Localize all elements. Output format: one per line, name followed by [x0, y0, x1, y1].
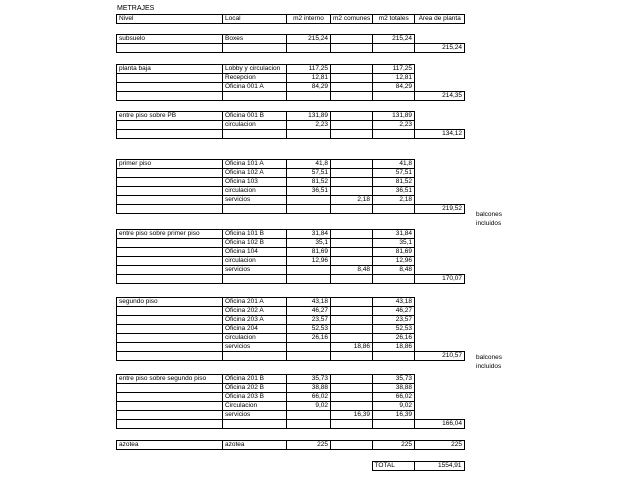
- area-row: [117, 420, 465, 429]
- totales-cell: 2,18: [373, 196, 415, 205]
- comunes-cell: [331, 420, 373, 429]
- section-table-1: [116, 64, 465, 101]
- nivel-cell: [117, 411, 223, 420]
- interno-cell: 131,89: [287, 112, 331, 121]
- interno-cell: [287, 266, 331, 275]
- totales-cell: 131,89: [373, 112, 415, 121]
- table-row: [117, 343, 465, 352]
- nivel-cell: entre piso sobre primer piso: [117, 230, 223, 239]
- empty-cell: [415, 316, 465, 325]
- area-cell: 210,57: [415, 352, 465, 361]
- interno-cell: 36,51: [287, 187, 331, 196]
- interno-cell: 12,81: [287, 74, 331, 83]
- area-cell: 166,04: [415, 420, 465, 429]
- empty-cell: [415, 384, 465, 393]
- empty-cell: [415, 187, 465, 196]
- totales-cell: 18,86: [373, 343, 415, 352]
- interno-cell: [287, 275, 331, 284]
- table-row: [117, 257, 465, 266]
- comunes-cell: [331, 74, 373, 83]
- comunes-cell: [331, 393, 373, 402]
- totales-cell: [373, 420, 415, 429]
- comunes-cell: [331, 307, 373, 316]
- empty-cell: [415, 343, 465, 352]
- interno-cell: 12,96: [287, 257, 331, 266]
- interno-cell: 41,8: [287, 160, 331, 169]
- local-cell: Oficina 104: [223, 248, 287, 257]
- empty-cell: [415, 121, 465, 130]
- nivel-cell: [117, 334, 223, 343]
- empty-cell: [415, 83, 465, 92]
- comunes-cell: [331, 205, 373, 214]
- table-row: [117, 65, 465, 74]
- totales-cell: [373, 130, 415, 139]
- interno-cell: 35,1: [287, 239, 331, 248]
- table-row: [117, 325, 465, 334]
- totales-cell: [373, 44, 415, 53]
- comunes-cell: [331, 230, 373, 239]
- totales-cell: 26,16: [373, 334, 415, 343]
- note-text: balcones incluidos: [476, 354, 503, 370]
- table-row: [117, 307, 465, 316]
- interno-cell: [287, 411, 331, 420]
- interno-cell: [287, 343, 331, 352]
- comunes-cell: 18,86: [331, 343, 373, 352]
- totales-cell: 52,53: [373, 325, 415, 334]
- area-row: [117, 352, 465, 361]
- column-header: Area de planta: [415, 15, 465, 24]
- local-cell: Boxes: [223, 35, 287, 44]
- empty-cell: [415, 266, 465, 275]
- totales-cell: 81,52: [373, 178, 415, 187]
- comunes-cell: [331, 298, 373, 307]
- nivel-cell: [117, 275, 223, 284]
- local-cell: [223, 420, 287, 429]
- table-row: [117, 402, 465, 411]
- table-row: [117, 411, 465, 420]
- comunes-cell: [331, 83, 373, 92]
- area-row: [117, 130, 465, 139]
- comunes-cell: [331, 44, 373, 53]
- empty-cell: [286, 462, 330, 471]
- nivel-cell: [117, 130, 223, 139]
- comunes-cell: 2,18: [331, 196, 373, 205]
- interno-cell: 46,27: [287, 307, 331, 316]
- comunes-cell: 8,48: [331, 266, 373, 275]
- interno-cell: 52,53: [287, 325, 331, 334]
- local-cell: circulacion: [223, 121, 287, 130]
- totales-cell: 38,88: [373, 384, 415, 393]
- table-row: [117, 178, 465, 187]
- table-row: [117, 121, 465, 130]
- comunes-cell: [331, 334, 373, 343]
- totales-cell: 57,51: [373, 169, 415, 178]
- table-row: [117, 384, 465, 393]
- nivel-cell: [117, 257, 223, 266]
- local-cell: [223, 275, 287, 284]
- comunes-cell: 16,39: [331, 411, 373, 420]
- empty-cell: [415, 230, 465, 239]
- table-row: [117, 74, 465, 83]
- empty-cell: [222, 462, 286, 471]
- comunes-cell: [331, 130, 373, 139]
- interno-cell: 23,57: [287, 316, 331, 325]
- area-cell: 170,07: [415, 275, 465, 284]
- local-cell: Oficina 102 B: [223, 239, 287, 248]
- nivel-cell: primer piso: [117, 160, 223, 169]
- column-header: m2 interno: [287, 15, 331, 24]
- empty-cell: [415, 112, 465, 121]
- column-header: m2 comunes: [331, 15, 373, 24]
- totales-cell: 2,23: [373, 121, 415, 130]
- totales-cell: [373, 205, 415, 214]
- empty-cell: [415, 35, 465, 44]
- totales-cell: 43,18: [373, 298, 415, 307]
- empty-cell: [415, 248, 465, 257]
- interno-cell: 43,18: [287, 298, 331, 307]
- empty-cell: [415, 375, 465, 384]
- totales-cell: 84,29: [373, 83, 415, 92]
- nivel-cell: [117, 44, 223, 53]
- local-cell: servicios: [223, 196, 287, 205]
- local-cell: [223, 92, 287, 101]
- table-row: [117, 160, 465, 169]
- nivel-cell: [117, 393, 223, 402]
- nivel-cell: [117, 74, 223, 83]
- comunes-cell: [331, 352, 373, 361]
- comunes-cell: [331, 187, 373, 196]
- comunes-cell: [331, 65, 373, 74]
- nivel-cell: planta baja: [117, 65, 223, 74]
- interno-cell: 66,02: [287, 393, 331, 402]
- nivel-cell: [117, 169, 223, 178]
- section-table-2: [116, 111, 465, 139]
- section-table-5: [116, 297, 465, 361]
- section-table-6: [116, 374, 465, 429]
- interno-cell: 26,16: [287, 334, 331, 343]
- local-cell: circulacion: [223, 187, 287, 196]
- table-row: [117, 230, 465, 239]
- local-cell: Oficina 101 A: [223, 160, 287, 169]
- comunes-cell: [331, 441, 373, 450]
- interno-cell: [287, 352, 331, 361]
- totales-cell: 23,57: [373, 316, 415, 325]
- section-table-4: [116, 229, 465, 284]
- page-title: METRAJES: [117, 5, 155, 12]
- interno-cell: [287, 205, 331, 214]
- local-cell: circulacion: [223, 257, 287, 266]
- local-cell: Oficina 001 B: [223, 112, 287, 121]
- empty-cell: [415, 393, 465, 402]
- area-row: [117, 205, 465, 214]
- local-cell: Oficina 202 B: [223, 384, 287, 393]
- table-row: [117, 298, 465, 307]
- local-cell: Oficina 204: [223, 325, 287, 334]
- area-cell: 225: [415, 441, 465, 450]
- nivel-cell: [117, 343, 223, 352]
- totales-cell: 225: [373, 441, 415, 450]
- nivel-cell: [117, 420, 223, 429]
- table-row: [117, 239, 465, 248]
- total-table: [116, 461, 465, 471]
- totales-cell: 9,02: [373, 402, 415, 411]
- interno-cell: 35,73: [287, 375, 331, 384]
- comunes-cell: [331, 325, 373, 334]
- local-cell: Oficina 202 A: [223, 307, 287, 316]
- empty-cell: [415, 325, 465, 334]
- nivel-cell: azotea: [117, 441, 223, 450]
- comunes-cell: [331, 35, 373, 44]
- empty-cell: [330, 462, 372, 471]
- area-cell: 214,35: [415, 92, 465, 101]
- totales-cell: 35,1: [373, 239, 415, 248]
- interno-cell: [287, 420, 331, 429]
- totales-cell: [373, 275, 415, 284]
- interno-cell: 31,84: [287, 230, 331, 239]
- note-text: balcones incluidos: [476, 211, 503, 227]
- area-cell: 219,52: [415, 205, 465, 214]
- interno-cell: 84,29: [287, 83, 331, 92]
- table-row: [117, 334, 465, 343]
- empty-cell: [415, 298, 465, 307]
- area-row: [117, 92, 465, 101]
- totales-cell: 16,39: [373, 411, 415, 420]
- table-row: [117, 375, 465, 384]
- comunes-cell: [331, 248, 373, 257]
- local-cell: Oficina 102 A: [223, 169, 287, 178]
- interno-cell: 81,69: [287, 248, 331, 257]
- total-value: 1554,91: [414, 462, 464, 471]
- nivel-cell: [117, 266, 223, 275]
- area-cell: 215,24: [415, 44, 465, 53]
- comunes-cell: [331, 112, 373, 121]
- totales-cell: 215,24: [373, 35, 415, 44]
- local-cell: circulacion: [223, 334, 287, 343]
- comunes-cell: [331, 384, 373, 393]
- nivel-cell: [117, 187, 223, 196]
- local-cell: Recepcion: [223, 74, 287, 83]
- comunes-cell: [331, 169, 373, 178]
- empty-cell: [415, 257, 465, 266]
- empty-cell: [415, 334, 465, 343]
- header-row: [117, 15, 465, 24]
- local-cell: Oficina 203 B: [223, 393, 287, 402]
- totales-cell: [373, 92, 415, 101]
- column-header: Nivel: [117, 15, 223, 24]
- nivel-cell: [117, 248, 223, 257]
- interno-cell: 2,23: [287, 121, 331, 130]
- local-cell: [223, 130, 287, 139]
- empty-cell: [415, 411, 465, 420]
- local-cell: servicios: [223, 266, 287, 275]
- totales-cell: 31,84: [373, 230, 415, 239]
- interno-cell: [287, 44, 331, 53]
- local-cell: Oficina 001 A: [223, 83, 287, 92]
- comunes-cell: [331, 316, 373, 325]
- empty-cell: [415, 160, 465, 169]
- comunes-cell: [331, 160, 373, 169]
- local-cell: [223, 352, 287, 361]
- empty-cell: [415, 169, 465, 178]
- nivel-cell: [117, 384, 223, 393]
- table-row: [117, 393, 465, 402]
- table-row: [117, 441, 465, 450]
- empty-cell: [415, 196, 465, 205]
- nivel-cell: [117, 325, 223, 334]
- empty-cell: [415, 239, 465, 248]
- comunes-cell: [331, 275, 373, 284]
- empty-cell: [415, 74, 465, 83]
- totales-cell: 81,69: [373, 248, 415, 257]
- total-row: [116, 462, 464, 471]
- interno-cell: 9,02: [287, 402, 331, 411]
- nivel-cell: [117, 121, 223, 130]
- local-cell: Oficina 201 B: [223, 375, 287, 384]
- interno-cell: 225: [287, 441, 331, 450]
- table-row: [117, 112, 465, 121]
- local-cell: Oficina 203 A: [223, 316, 287, 325]
- interno-cell: 81,52: [287, 178, 331, 187]
- nivel-cell: [117, 239, 223, 248]
- local-cell: [223, 205, 287, 214]
- empty-cell: [116, 462, 222, 471]
- empty-cell: [415, 307, 465, 316]
- total-label: TOTAL: [372, 462, 414, 471]
- totales-cell: [373, 352, 415, 361]
- empty-cell: [415, 65, 465, 74]
- nivel-cell: entre piso sobre segundo piso: [117, 375, 223, 384]
- local-cell: Lobby y circulacion: [223, 65, 287, 74]
- local-cell: [223, 44, 287, 53]
- totales-cell: 46,27: [373, 307, 415, 316]
- local-cell: Circulacion: [223, 402, 287, 411]
- table-row: [117, 35, 465, 44]
- local-cell: Oficina 201 A: [223, 298, 287, 307]
- azotea-table: [116, 440, 465, 450]
- table-row: [117, 83, 465, 92]
- area-cell: 134,12: [415, 130, 465, 139]
- totales-cell: 41,8: [373, 160, 415, 169]
- comunes-cell: [331, 257, 373, 266]
- totales-cell: 66,02: [373, 393, 415, 402]
- nivel-cell: [117, 83, 223, 92]
- nivel-cell: [117, 352, 223, 361]
- nivel-cell: segundo piso: [117, 298, 223, 307]
- area-row: [117, 275, 465, 284]
- table-row: [117, 196, 465, 205]
- interno-cell: 117,25: [287, 65, 331, 74]
- interno-cell: [287, 130, 331, 139]
- comunes-cell: [331, 178, 373, 187]
- totales-cell: 36,51: [373, 187, 415, 196]
- interno-cell: [287, 92, 331, 101]
- nivel-cell: [117, 92, 223, 101]
- interno-cell: 38,88: [287, 384, 331, 393]
- totales-cell: 12,81: [373, 74, 415, 83]
- column-header: m2 totales: [373, 15, 415, 24]
- totales-cell: 117,25: [373, 65, 415, 74]
- local-cell: azotea: [223, 441, 287, 450]
- table-row: [117, 316, 465, 325]
- nivel-cell: [117, 316, 223, 325]
- interno-cell: 215,24: [287, 35, 331, 44]
- local-cell: Oficina 101 B: [223, 230, 287, 239]
- nivel-cell: [117, 402, 223, 411]
- section-table-3: [116, 159, 465, 214]
- nivel-cell: [117, 196, 223, 205]
- table-row: [117, 187, 465, 196]
- totales-cell: 12,96: [373, 257, 415, 266]
- table-row: [117, 266, 465, 275]
- table-row: [117, 169, 465, 178]
- totales-cell: 35,73: [373, 375, 415, 384]
- comunes-cell: [331, 239, 373, 248]
- interno-cell: [287, 196, 331, 205]
- nivel-cell: [117, 307, 223, 316]
- comunes-cell: [331, 375, 373, 384]
- nivel-cell: [117, 205, 223, 214]
- empty-cell: [415, 178, 465, 187]
- nivel-cell: entre piso sobre PB: [117, 112, 223, 121]
- header-table: [116, 14, 465, 24]
- nivel-cell: subsuelo: [117, 35, 223, 44]
- local-cell: servicios: [223, 411, 287, 420]
- local-cell: servicios: [223, 343, 287, 352]
- comunes-cell: [331, 121, 373, 130]
- column-header: Local: [223, 15, 287, 24]
- table-row: [117, 248, 465, 257]
- totales-cell: 8,48: [373, 266, 415, 275]
- comunes-cell: [331, 402, 373, 411]
- area-row: [117, 44, 465, 53]
- empty-cell: [415, 402, 465, 411]
- section-table-0: [116, 34, 465, 53]
- local-cell: Oficina 103: [223, 178, 287, 187]
- interno-cell: 57,51: [287, 169, 331, 178]
- nivel-cell: [117, 178, 223, 187]
- comunes-cell: [331, 92, 373, 101]
